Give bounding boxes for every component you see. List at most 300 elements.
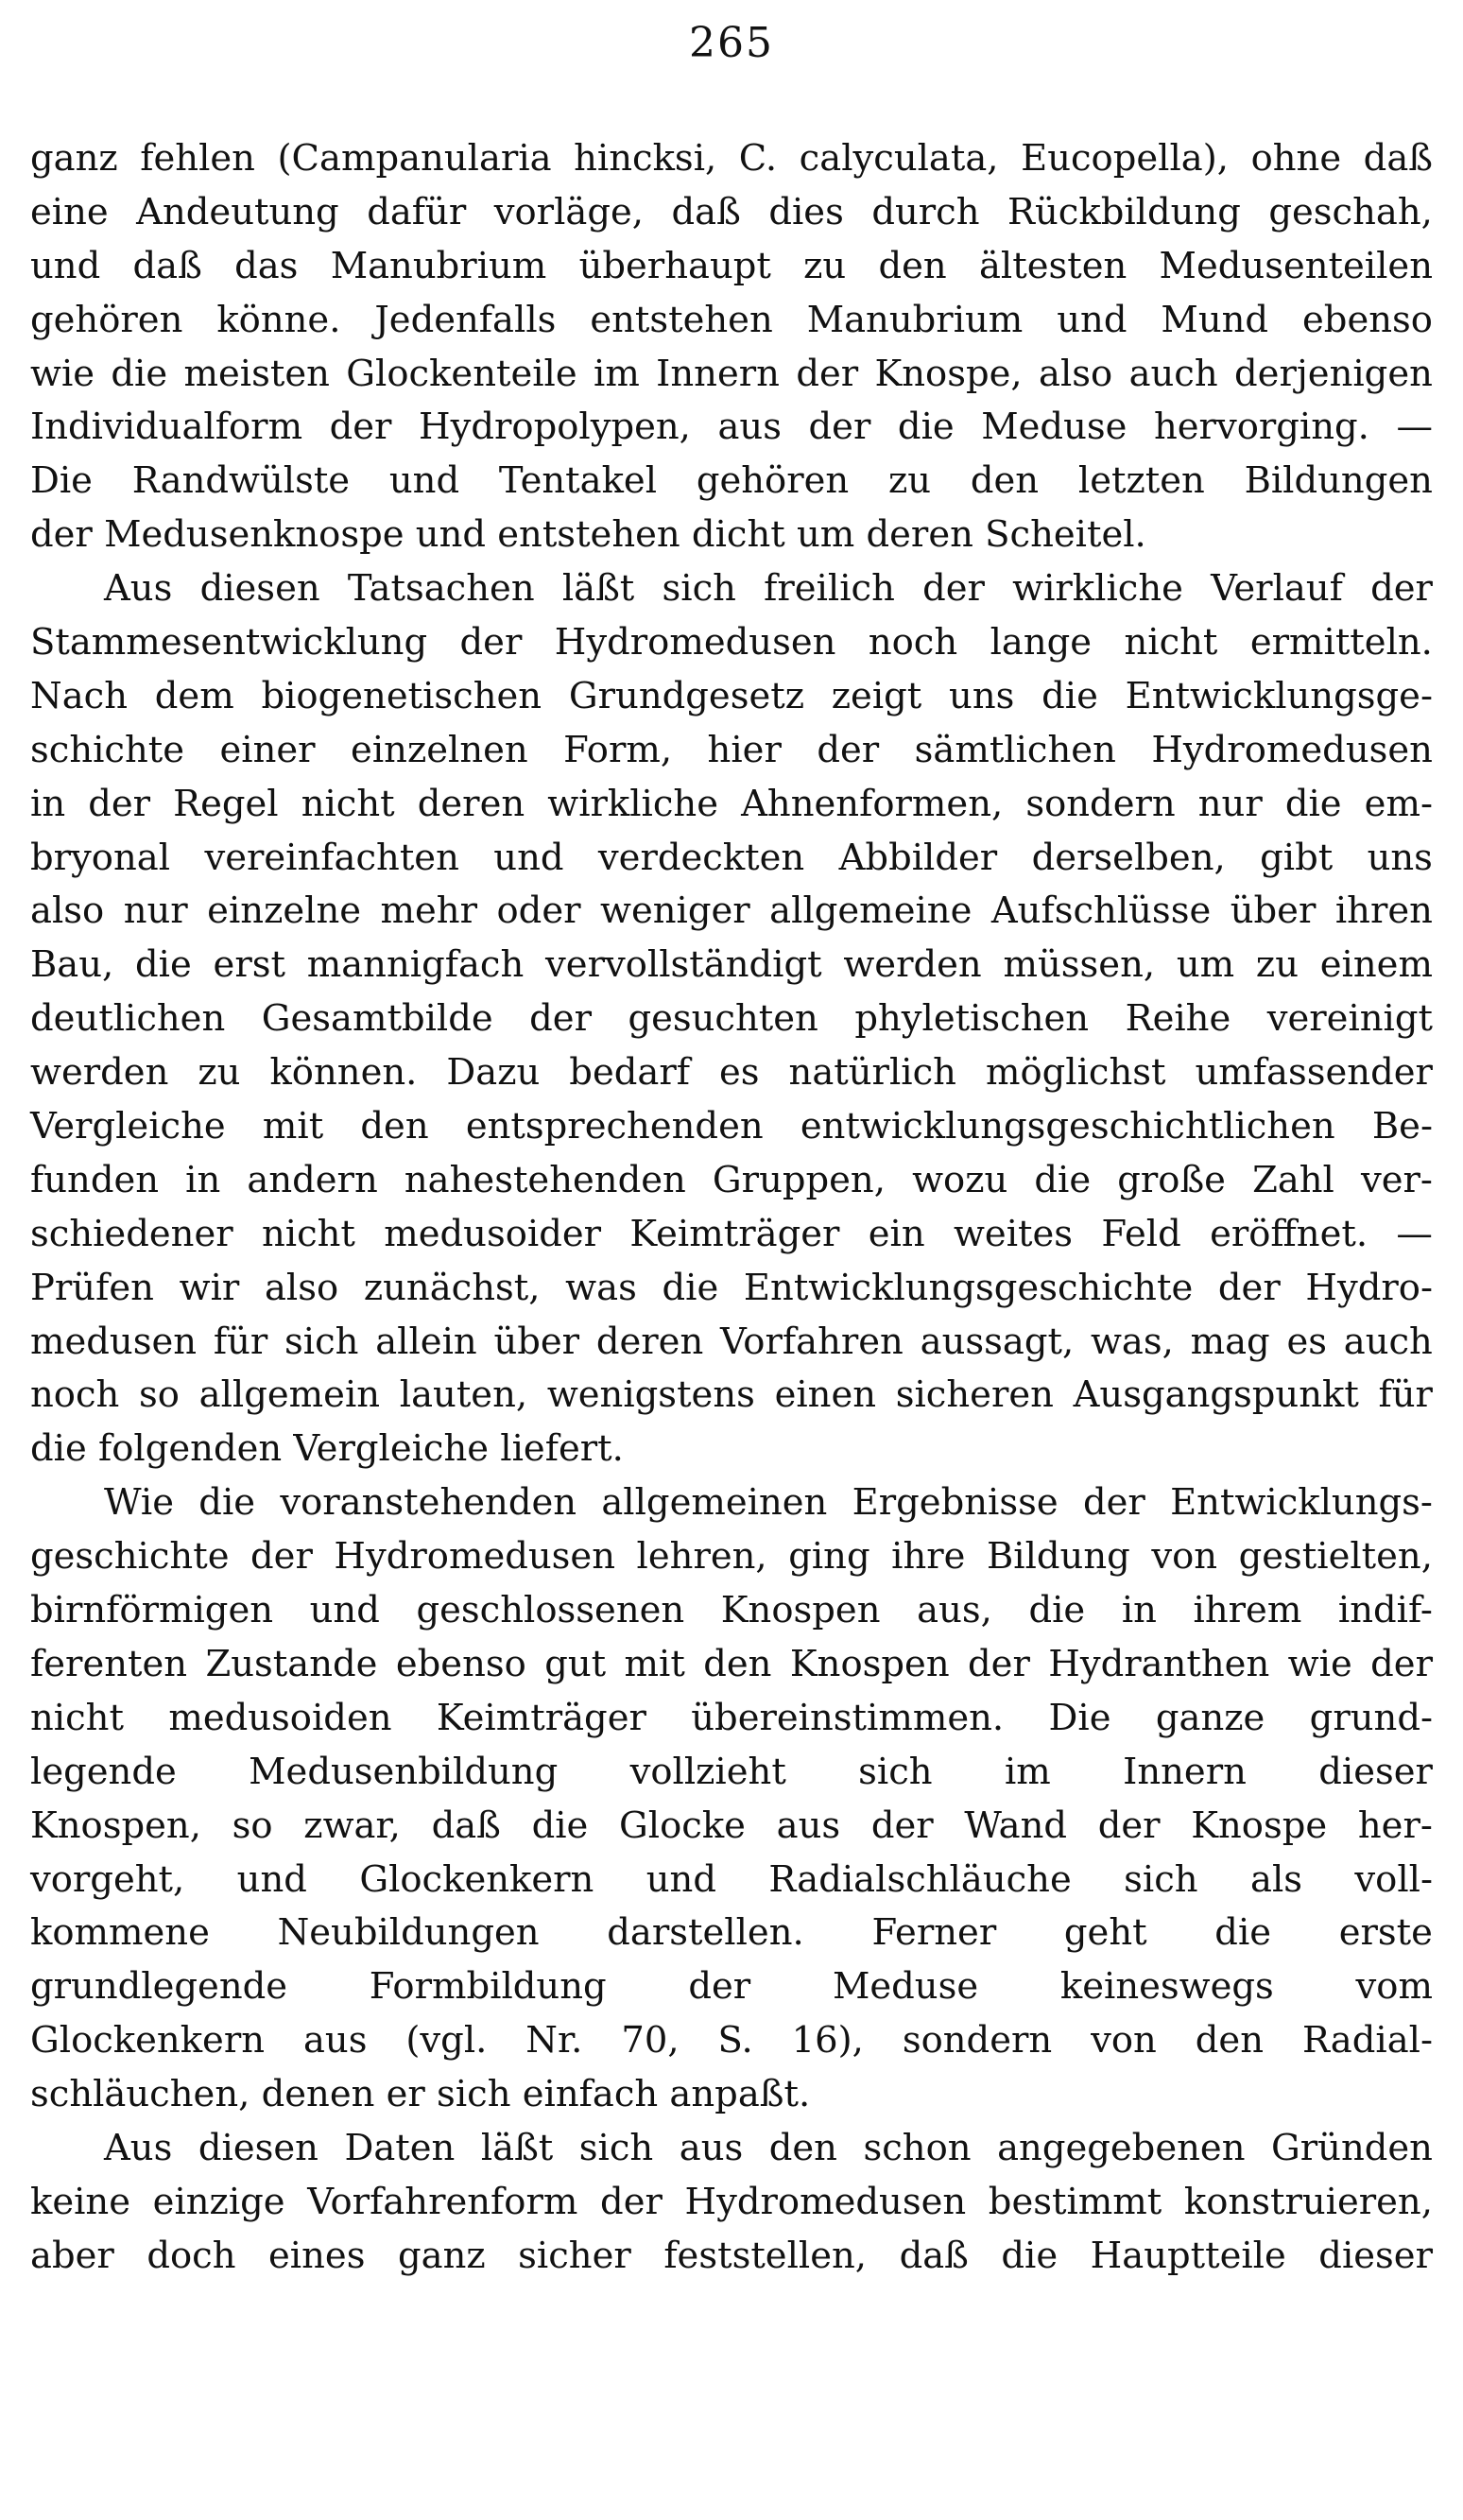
text-line-content [30,1208,1433,1262]
word: Randwülste [131,459,351,503]
word: Manubrium [806,298,1024,341]
text-line [30,1262,1433,1316]
text-line [30,778,1433,832]
word: hier [707,728,782,771]
word: sondern [1025,782,1176,825]
word: 70, [621,2019,680,2063]
word: Innern [656,352,780,395]
text-line-content [30,1960,1433,2014]
word: vervollständigt [545,943,822,987]
word: allgemeinen [601,1481,828,1525]
word: und [388,459,460,503]
word: dies [768,190,844,233]
word: wirkliche [1012,567,1183,611]
text-line-content [30,348,1433,402]
word: Die [30,459,93,503]
word: Medusenteilen [1159,244,1433,287]
word: deren [417,782,525,825]
word: übereinstimmen. [691,1696,1005,1739]
word: Dazu [446,1051,541,1095]
word: Glockenkern [30,2019,266,2063]
text-line [30,832,1433,886]
word: Reihe [1125,997,1231,1041]
text-line [30,1746,1433,1800]
word: C. [738,137,778,180]
word: daß [431,1804,501,1847]
word: Verlauf [1211,567,1343,611]
word: Regel [173,782,279,825]
word: meisten [183,352,330,395]
word: medusoiden [168,1696,392,1739]
text-line [30,2230,1433,2284]
word: läßt [480,2126,554,2169]
word: Vorfahrenform [307,2180,578,2223]
word: in [30,782,66,825]
text-line-content [30,1530,1433,1584]
word: Keimträger [629,1212,840,1255]
text-line-content [30,1154,1433,1208]
word: einen [774,1373,877,1417]
word: sicheren [895,1373,1054,1417]
word: phyletischen [854,997,1090,1041]
text-line-content [30,670,1433,724]
word: werden [843,943,982,987]
word: Mund [1161,298,1269,341]
text-line-content [30,616,1433,670]
word: Hauptteile [1090,2234,1286,2277]
text-line [30,348,1433,402]
word: die [897,406,955,449]
word: doch [146,2234,236,2277]
word: mehr [380,889,478,933]
text-line [30,1584,1433,1638]
word: S. [717,2019,753,2063]
word: Abbilder [838,836,998,879]
word: Zahl [1252,1158,1334,1201]
text-line-content [30,992,1433,1046]
word: konstruieren, [1183,2180,1433,2223]
word: ging [788,1535,870,1579]
text-line-content [30,1907,1433,1960]
text-line-content [30,885,1433,939]
word: zu [803,244,847,287]
word: noch [30,1373,120,1417]
word: in [1121,1589,1157,1632]
word: wenigstens [546,1373,755,1417]
word: Form, [563,728,673,771]
word: Ergebnisse [852,1481,1059,1525]
text-line [30,240,1433,294]
word: diesen [199,567,320,611]
word: der [1082,1481,1145,1525]
word: Entwicklungsgeschichte [743,1266,1194,1309]
word: indif- [1337,1589,1433,1632]
word: Individualform [30,406,303,449]
text-line [30,2122,1433,2176]
word: sich [662,567,736,611]
text-line [30,1316,1433,1370]
word: Aufschlüsse [990,889,1212,933]
word: der [250,1535,313,1579]
text-line [30,294,1433,348]
word: und [493,836,564,879]
word: Knospe, [874,352,1023,395]
word: eröffnet. [1210,1212,1368,1255]
text-line-content: die folgenden Vergleiche liefert. [30,1427,624,1471]
word: erst [213,943,285,987]
word: keineswegs [1059,1965,1274,2009]
word: es [1286,1320,1327,1363]
word: vereinfachten [204,836,459,879]
word: lauten, [399,1373,528,1417]
word: aus [679,2126,744,2169]
word: aus [717,406,782,449]
word: deren [595,1320,704,1363]
word: natürlich [788,1051,956,1095]
word: zunächst, [363,1266,541,1309]
word: allgemeine [769,889,972,933]
word: Daten [344,2126,456,2169]
word: den [970,459,1040,503]
word: und [1057,298,1127,341]
text-line [30,2014,1433,2068]
word: andern [247,1158,378,1201]
word: sondern [902,2019,1053,2063]
word: die [531,1804,589,1847]
word: Radialschläuche [768,1857,1072,1901]
word: als [1249,1857,1303,1901]
word: Ausgangspunkt [1073,1373,1359,1417]
word: gesuchten [628,997,818,1041]
text-line-content [30,1584,1433,1638]
word: bedarf [569,1051,690,1095]
word: die [111,352,168,395]
word: daß [1363,137,1433,180]
word: einzelne [207,889,362,933]
word: läßt [561,567,635,611]
text-line [30,1476,1433,1530]
word: oder [496,889,581,933]
word: ermitteln. [1249,621,1433,665]
word: aus [776,1804,841,1847]
word: die [1028,1589,1086,1632]
word: em- [1364,782,1433,825]
word: lehren, [636,1535,767,1579]
word: den [360,1105,429,1148]
word: zu [198,1051,241,1095]
word: ganz [30,137,118,180]
text-line-content [30,186,1433,240]
word: Hydranthen [1048,1642,1270,1685]
word: Ferner [871,1911,997,1955]
word: Glockenteile [346,352,577,395]
word: ein [868,1212,925,1255]
text-line-content [30,832,1433,886]
word: das [234,244,299,287]
word: nicht [261,1212,355,1255]
word: sämtlichen [914,728,1116,771]
text-line-content [30,724,1433,778]
word: wir [179,1266,240,1309]
word: entwicklungsgeschichtlichen [800,1105,1335,1148]
word: vorläge, [493,190,645,233]
word: geht [1063,1911,1147,1955]
word: geschah, [1268,190,1433,233]
word: biogenetischen [261,674,542,717]
word: vorgeht, [30,1857,185,1901]
word: weniger [600,889,750,933]
text-line [30,992,1433,1046]
word: derselben, [1031,836,1226,879]
text-line [30,724,1433,778]
word: aussagt, [920,1320,1075,1363]
word: einer [219,728,316,771]
word: geschichte [30,1535,230,1579]
text-line-content [30,939,1433,992]
word: Nach [30,674,128,717]
text-line-content [30,1369,1433,1423]
text-line [30,1638,1433,1692]
word: deutlichen [30,997,226,1041]
word: legende [30,1750,177,1793]
word: bryonal [30,836,171,879]
word: dieser [1318,1750,1433,1793]
word: könne. [216,298,341,341]
word: der [529,997,592,1041]
word: sicher [518,2234,631,2277]
word: Innern [1123,1750,1247,1793]
word: vom [1355,1965,1433,2009]
text-line [30,2068,1433,2122]
word: entsprechenden [465,1105,764,1148]
text-line-content [30,778,1433,832]
text-line [30,1423,1433,1476]
word: der [796,352,859,395]
word: zwar, [303,1804,401,1847]
word: Knospe [1191,1804,1328,1847]
word: und [309,1589,380,1632]
word: um [1176,943,1235,987]
word: lange [990,621,1093,665]
word: nicht [301,782,395,825]
word: birnförmigen [30,1589,274,1632]
text-line [30,939,1433,992]
word: der [88,782,151,825]
text-line [30,455,1433,509]
word: der [968,1642,1030,1685]
word: zeigt [831,674,922,717]
word: aber [30,2234,114,2277]
word: eine [30,190,109,233]
text-line-content [30,1046,1433,1100]
word: Wie [104,1481,174,1525]
word: mit [624,1642,685,1685]
word: nicht [30,1696,124,1739]
word: angegebenen [997,2126,1246,2169]
word: Radial- [1301,2019,1433,2063]
word: geschlossenen [416,1589,685,1632]
word: Be- [1371,1105,1433,1148]
word: der [1370,1642,1433,1685]
word: schiedener [30,1212,233,1255]
text-line [30,1100,1433,1154]
word: verdeckten [597,836,805,879]
word: calyculata, [799,137,999,180]
word: der [817,728,880,771]
word: ebenso [1302,298,1433,341]
word: Knospen, [30,1804,201,1847]
text-line-content [30,1692,1433,1746]
word: Stammesentwicklung [30,621,428,665]
word: voranstehenden [280,1481,577,1525]
text-line-content [30,132,1433,186]
word: was [565,1266,637,1309]
word: ferenten [30,1642,188,1685]
word: so [139,1373,180,1417]
text-line [30,401,1433,455]
word: nahestehenden [404,1158,686,1201]
word: allgemein [198,1373,381,1417]
word: noch [868,621,958,665]
word: daß [899,2234,969,2277]
text-line [30,2176,1433,2230]
word: allein [375,1320,477,1363]
word: werden [30,1051,169,1095]
text-line [30,1800,1433,1854]
word: im [594,352,640,395]
word: Glockenkern [359,1857,594,1901]
word: grundlegende [30,1965,288,2009]
word: Tatsachen [347,567,535,611]
word: entstehen [590,298,773,341]
word: für [1378,1373,1433,1417]
text-line [30,186,1433,240]
word: gut [544,1642,607,1685]
word: die [198,1481,256,1525]
word: also [30,889,105,933]
word: Medusenbildung [249,1750,559,1793]
word: funden [30,1158,160,1201]
word: von [1151,1535,1218,1579]
word: auch [1128,352,1218,395]
word: Bildungen [1244,459,1433,503]
text-line-content [30,455,1433,509]
word: Hydro- [1305,1266,1433,1309]
word: so [232,1804,273,1847]
word: sich [284,1320,359,1363]
word: überhaupt [578,244,771,287]
word: Hydropolypen, [419,406,691,449]
word: über [1230,889,1317,933]
text-line-content [30,2014,1433,2068]
text-line [30,132,1433,186]
word: eines [268,2234,366,2277]
word: freilich [764,567,895,611]
word: (vgl. [405,2019,488,2063]
text-line-content [30,1854,1433,1907]
word: her- [1357,1804,1433,1847]
text-line [30,562,1433,616]
word: gibt [1260,836,1334,879]
word: Zustande [205,1642,378,1685]
word: also [264,1266,339,1309]
word: der [688,1965,751,2009]
word: Tentakel [498,459,658,503]
word: ihre [891,1535,966,1579]
word: Entwicklungs- [1170,1481,1433,1525]
word: Wand [964,1804,1068,1847]
word: mag [1190,1320,1270,1363]
word: die [1214,1911,1272,1955]
word: aus [302,2019,368,2063]
word: Knospen [789,1642,950,1685]
word: für [213,1320,268,1363]
word: wie [1287,1642,1352,1685]
word: ihren [1334,889,1433,933]
word: schon [863,2126,972,2169]
text-line [30,1369,1433,1423]
word: die [135,943,192,987]
word: die [1034,1158,1092,1201]
word: und [645,1857,716,1901]
word: voll- [1354,1857,1433,1901]
word: dafür [367,190,467,233]
text-line [30,1960,1433,2014]
word: dem [154,674,234,717]
word: (Campanularia [277,137,552,180]
word: sich [858,1750,933,1793]
word: derjenigen [1234,352,1433,395]
word: Meduse [832,1965,979,2009]
word: es [718,1051,760,1095]
text-line [30,1154,1433,1208]
word: und [30,244,101,287]
word: vollzieht [629,1750,786,1793]
word: grund- [1309,1696,1433,1739]
word: gestielten, [1238,1535,1433,1579]
word: Vorfahren [720,1320,904,1363]
word: können. [269,1051,418,1095]
word: mit [262,1105,324,1148]
word: Meduse [981,406,1127,449]
text-line [30,670,1433,724]
word: keine [30,2180,131,2223]
word: daß [671,190,741,233]
word: den [703,1642,772,1685]
text-line [30,1854,1433,1907]
word: 16), [791,2019,864,2063]
text-line-content [30,2176,1433,2230]
word: Manubrium [330,244,547,287]
word: der [1217,1266,1281,1309]
text-line-content [30,1100,1433,1154]
word: der [808,406,871,449]
word: diesen [198,2126,318,2169]
word: die [1284,782,1342,825]
body-text [30,132,1433,2284]
text-line-content: schläuchen, denen er sich einfach anpaßt. [30,2073,811,2116]
word: nur [123,889,188,933]
word: sich [1124,1857,1198,1901]
word: der [1097,1804,1161,1847]
word: Jedenfalls [374,298,557,341]
word: Hydromedusen [1151,728,1433,771]
word: auch [1343,1320,1433,1363]
word: einem [1319,943,1433,987]
word: Feld [1101,1212,1181,1255]
text-line-content [30,294,1433,348]
text-line-content [30,2230,1433,2284]
